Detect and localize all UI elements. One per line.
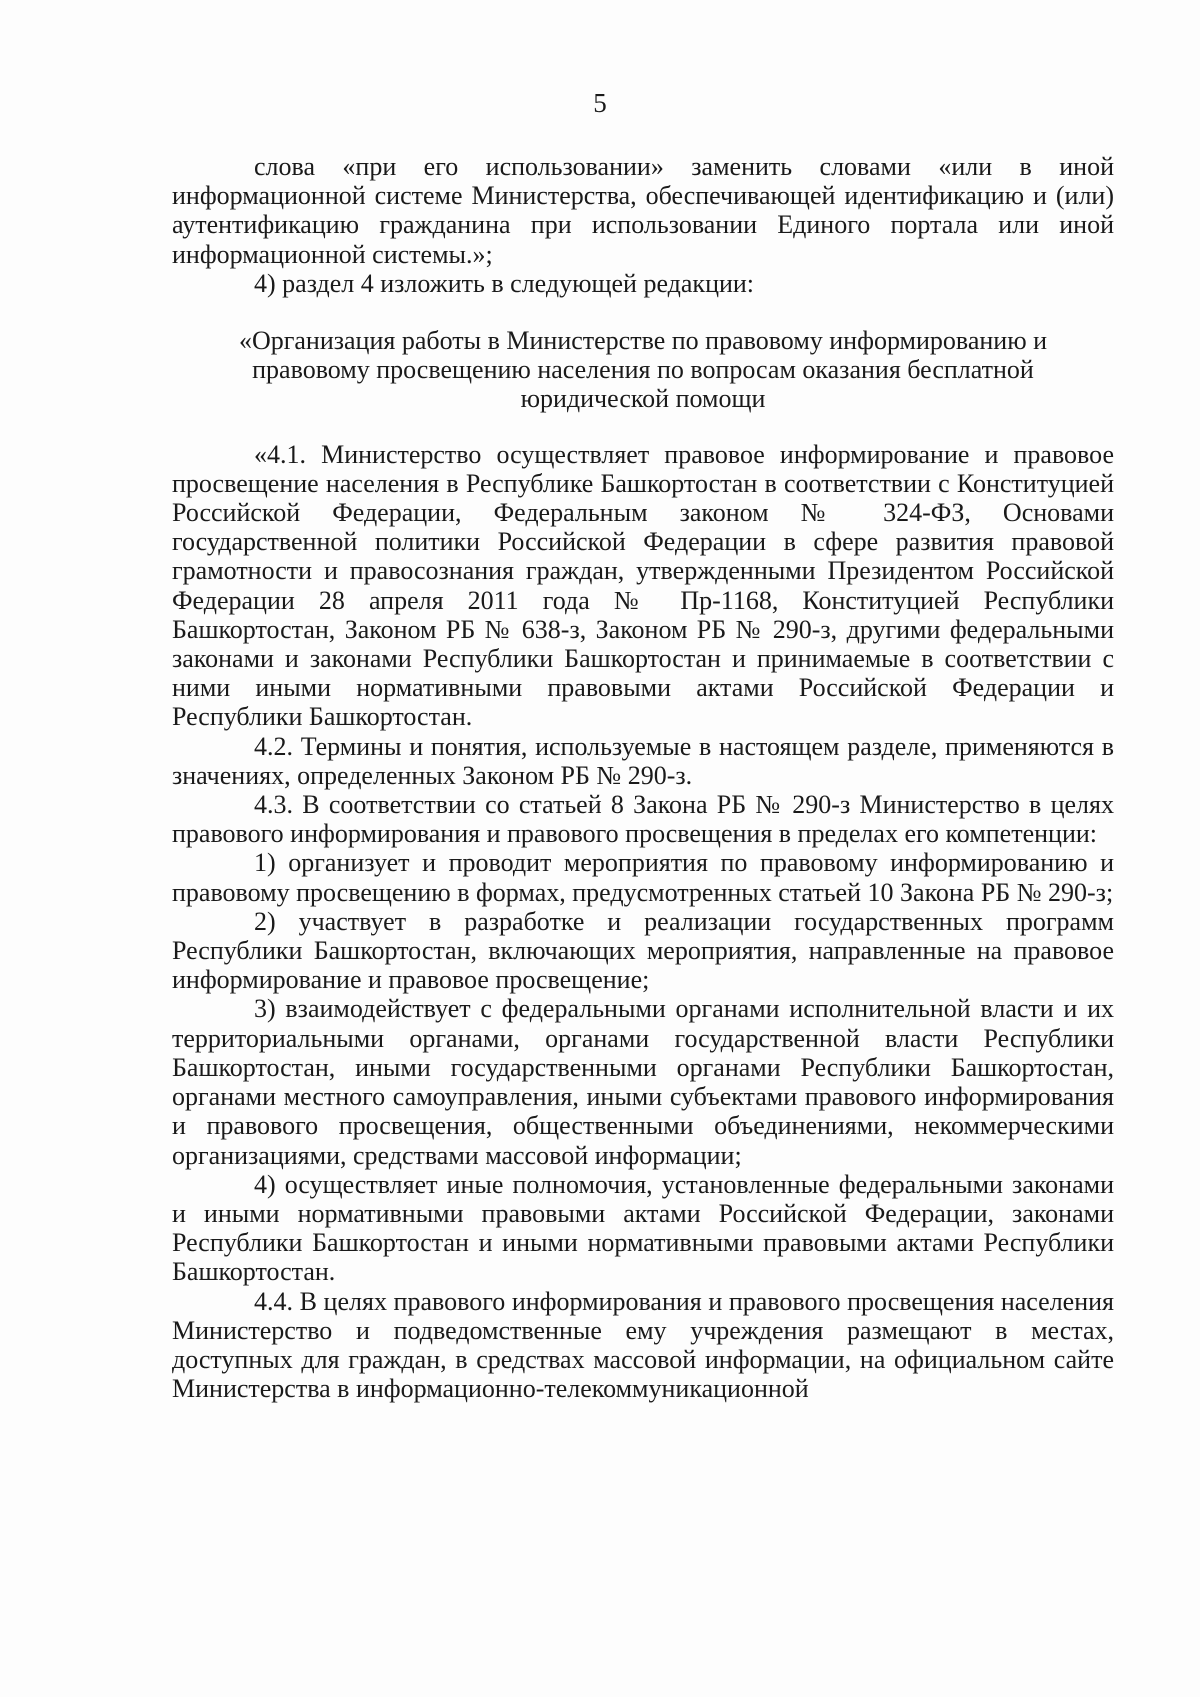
section-title-line-2: правовому просвещению населения по вопросам оказания бесплатной xyxy=(252,355,1034,385)
list-item-3: 3) взаимодействует с федеральными органами исполнительной власти и их территориальными органами, органами государственной власти Республики Башкортостан, иными государственными органами Республики Башкортостан, органами местного самоуправления, иными субъектами правового информирования и правового просвещения, общественными объединениями, некоммерческими организациями, средствами массовой информации; xyxy=(172,994,1114,1170)
paragraph-section-4-statement: 4) раздел 4 изложить в следующей редакции: xyxy=(254,268,755,298)
paragraph-4-2: 4.2. Термины и понятия, используемые в настоящем разделе, применяются в значениях, определенных Законом РБ № 290-з. xyxy=(172,731,1114,790)
document-body xyxy=(172,152,1114,1403)
paragraph-4-1: «4.1. Министерство осуществляет правовое информирование и правовое просвещение населения в Республике Башкортостан в соответствии с Конституцией Российской Федерации, Федеральным законом № 324-ФЗ, Основами государственной политики Российской Федерации в сфере развития правовой грамотности и правосознания граждан, утвержденными Президентом Российской Федерации 28 апреля 2011 года № Пр-1168, Конституцией Республики Башкортостан, Законом РБ № 638-з, Законом РБ № 290-з, другими федеральными законами и законами Республики Башкортостан и принимаемые в соответствии с ними иными нормативными правовыми актами Российской Федерации и Республики Башкортостан. xyxy=(172,439,1114,732)
list-item-1: 1) организует и проводит мероприятия по правовому информированию и правовому просвещению в формах, предусмотренных статьей 10 Закона РБ № 290-з; xyxy=(172,848,1114,907)
page-number: 5 xyxy=(593,88,607,118)
list-item-4: 4) осуществляет иные полномочия, установленные федеральными законами и иными нормативными правовыми актами Российской Федерации, законами Республики Башкортостан и иными нормативными правовыми актами Республики Башкортостан. xyxy=(172,1169,1114,1287)
section-title xyxy=(172,326,1114,414)
section-title-line-3: юридической помощи xyxy=(520,384,766,414)
paragraph-4-4: 4.4. В целях правового информирования и правового просвещения населения Министерство и подведомственные ему учреждения размещают в местах, доступных для граждан, в средствах массовой информации, на официальном сайте Министерства в информационно-телекоммуникационной xyxy=(172,1286,1114,1404)
list-item-2: 2) участвует в разработке и реализации государственных программ Республики Башкортостан, включающих мероприятия, направленные на правовое информирование и правовое просвещение; xyxy=(172,906,1114,995)
paragraph-words-replacement: слова «при его использовании» заменить словами «или в иной информационной системе Министерства, обеспечивающей идентификацию и (или) аутентификацию гражданина при использовании Единого портала или иной информационной системы.»; xyxy=(172,152,1114,269)
section-title-line-1: «Организация работы в Министерстве по правовому информированию и xyxy=(238,326,1048,356)
paragraph-4-3: 4.3. В соответствии со статьей 8 Закона РБ № 290-з Министерство в целях правового информирования и правового просвещения в пределах его компетенции: xyxy=(172,790,1114,849)
